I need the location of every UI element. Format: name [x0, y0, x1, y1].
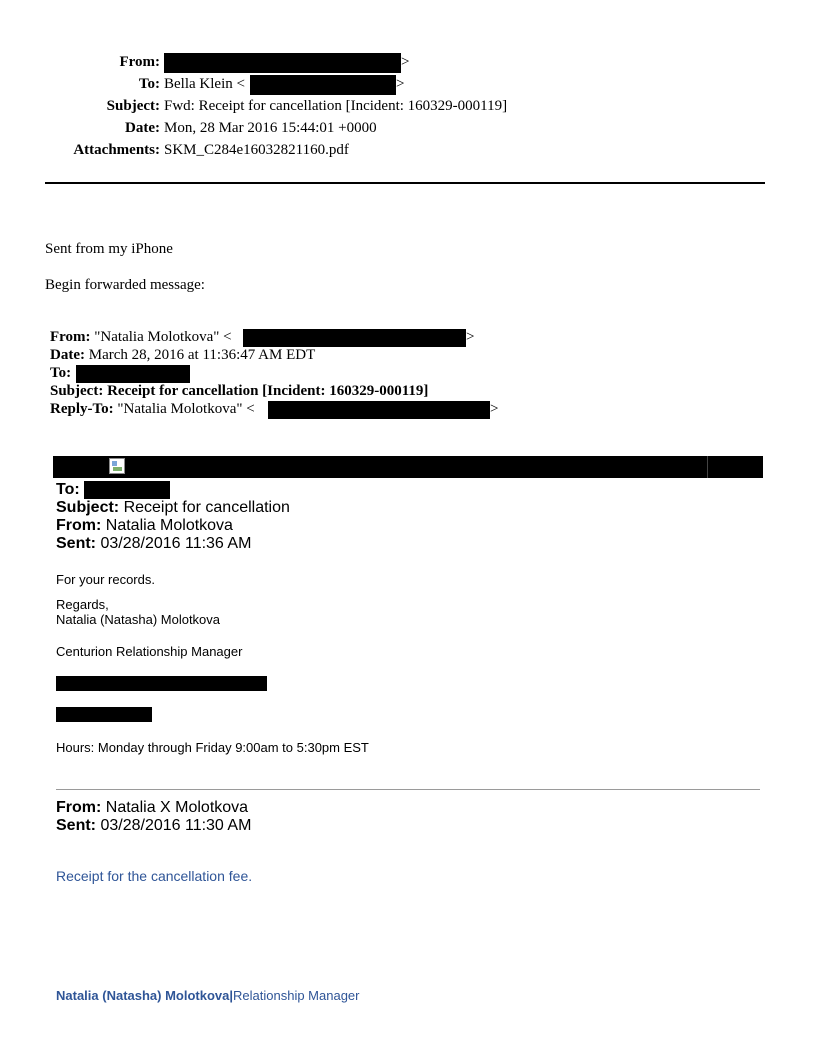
- begin-forwarded-line: Begin forwarded message:: [45, 277, 205, 293]
- header-divider: [45, 182, 765, 184]
- header-subject-value: Fwd: Receipt for cancellation [Incident: 160329-000119]: [164, 98, 508, 114]
- fwd-subject-label: Subject:: [50, 383, 104, 399]
- fwd-replyto-suffix: >: [490, 401, 499, 417]
- redacted-fwd-replyto-address: [268, 401, 490, 419]
- header-date-value: Mon, 28 Mar 2016 15:44:01 +0000: [164, 120, 377, 136]
- inner-from-line: [56, 517, 233, 535]
- fwd-date-line: [50, 347, 315, 364]
- header-subject-label: Subject:: [106, 98, 160, 114]
- earlier-sent-value: 03/28/2016 11:30 AM: [100, 817, 252, 834]
- inner-hours: Hours: Monday through Friday 9:00am to 5:30pm EST: [56, 740, 369, 755]
- header-from-label: From:: [119, 54, 160, 70]
- earlier-signature-name: Natalia (Natasha) Molotkova|: [56, 988, 234, 1003]
- earlier-from-value: Natalia X Molotkova: [105, 799, 249, 816]
- fwd-to-line: [50, 365, 71, 382]
- fwd-replyto-value: "Natalia Molotkova" <: [117, 401, 255, 417]
- earlier-from-label: From:: [56, 799, 102, 816]
- message-divider: [56, 789, 760, 790]
- earlier-sent-label: Sent:: [56, 817, 96, 834]
- fwd-replyto-label: Reply-To:: [50, 401, 114, 417]
- header-to-label: To:: [138, 76, 160, 92]
- header-to-suffix: >: [396, 76, 405, 92]
- inner-subject-line: [56, 499, 290, 517]
- header-date-label: Date:: [125, 120, 160, 136]
- redacted-fwd-to-address: [76, 365, 190, 383]
- redacted-signature-contact-2: [56, 707, 152, 722]
- banner-divider: [707, 456, 708, 478]
- fwd-subject-line: [50, 383, 428, 400]
- inner-signature-name: Natalia (Natasha) Molotkova: [56, 612, 221, 627]
- fwd-replyto-line: [50, 401, 255, 418]
- fwd-date-label: Date:: [50, 347, 85, 363]
- fwd-from-value: "Natalia Molotkova" <: [94, 329, 232, 345]
- inner-to-label: To:: [56, 481, 80, 498]
- redacted-signature-contact-1: [56, 676, 267, 691]
- sent-from-line: Sent from my iPhone: [45, 241, 173, 257]
- header-attachments-label: Attachments:: [73, 142, 160, 158]
- redacted-fwd-from-address: [243, 329, 466, 347]
- fwd-from-line: [50, 329, 232, 346]
- inner-from-label: From:: [56, 517, 102, 534]
- fwd-to-label: To:: [50, 365, 72, 381]
- inner-from-value: Natalia Molotkova: [105, 517, 233, 534]
- inner-sent-value: 03/28/2016 11:36 AM: [100, 535, 252, 552]
- fwd-subject-value: Receipt for cancellation [Incident: 160329-000119]: [107, 383, 429, 399]
- inner-subject-value: Receipt for cancellation: [123, 499, 290, 516]
- header-to-value: Bella Klein <: [164, 76, 245, 92]
- earlier-body-text: Receipt for the cancellation fee.: [56, 868, 253, 884]
- inner-body-line: For your records.: [56, 572, 155, 587]
- inner-signature-title: Centurion Relationship Manager: [56, 644, 243, 659]
- earlier-signature: [56, 988, 359, 1003]
- fwd-from-label: From:: [50, 329, 91, 345]
- earlier-sent-line: [56, 817, 251, 835]
- header-attachment-file[interactable]: SKM_C284e16032821160.pdf: [164, 142, 349, 158]
- earlier-from-line: [56, 799, 248, 817]
- earlier-signature-title: Relationship Manager: [233, 988, 360, 1003]
- redacted-to-address: [250, 75, 396, 95]
- inner-sent-line: [56, 535, 251, 553]
- broken-image-icon: [109, 458, 125, 474]
- inner-regards: Regards,: [56, 597, 109, 612]
- header-from-suffix: >: [401, 54, 410, 70]
- redacted-inner-to: [84, 481, 170, 499]
- inner-to-line: [56, 481, 80, 499]
- redacted-from-address: [164, 53, 401, 73]
- fwd-date-value: March 28, 2016 at 11:36:47 AM EDT: [88, 347, 316, 363]
- inner-subject-label: Subject:: [56, 499, 120, 516]
- inner-sent-label: Sent:: [56, 535, 96, 552]
- redacted-banner: [53, 456, 763, 478]
- fwd-from-suffix: >: [466, 329, 475, 345]
